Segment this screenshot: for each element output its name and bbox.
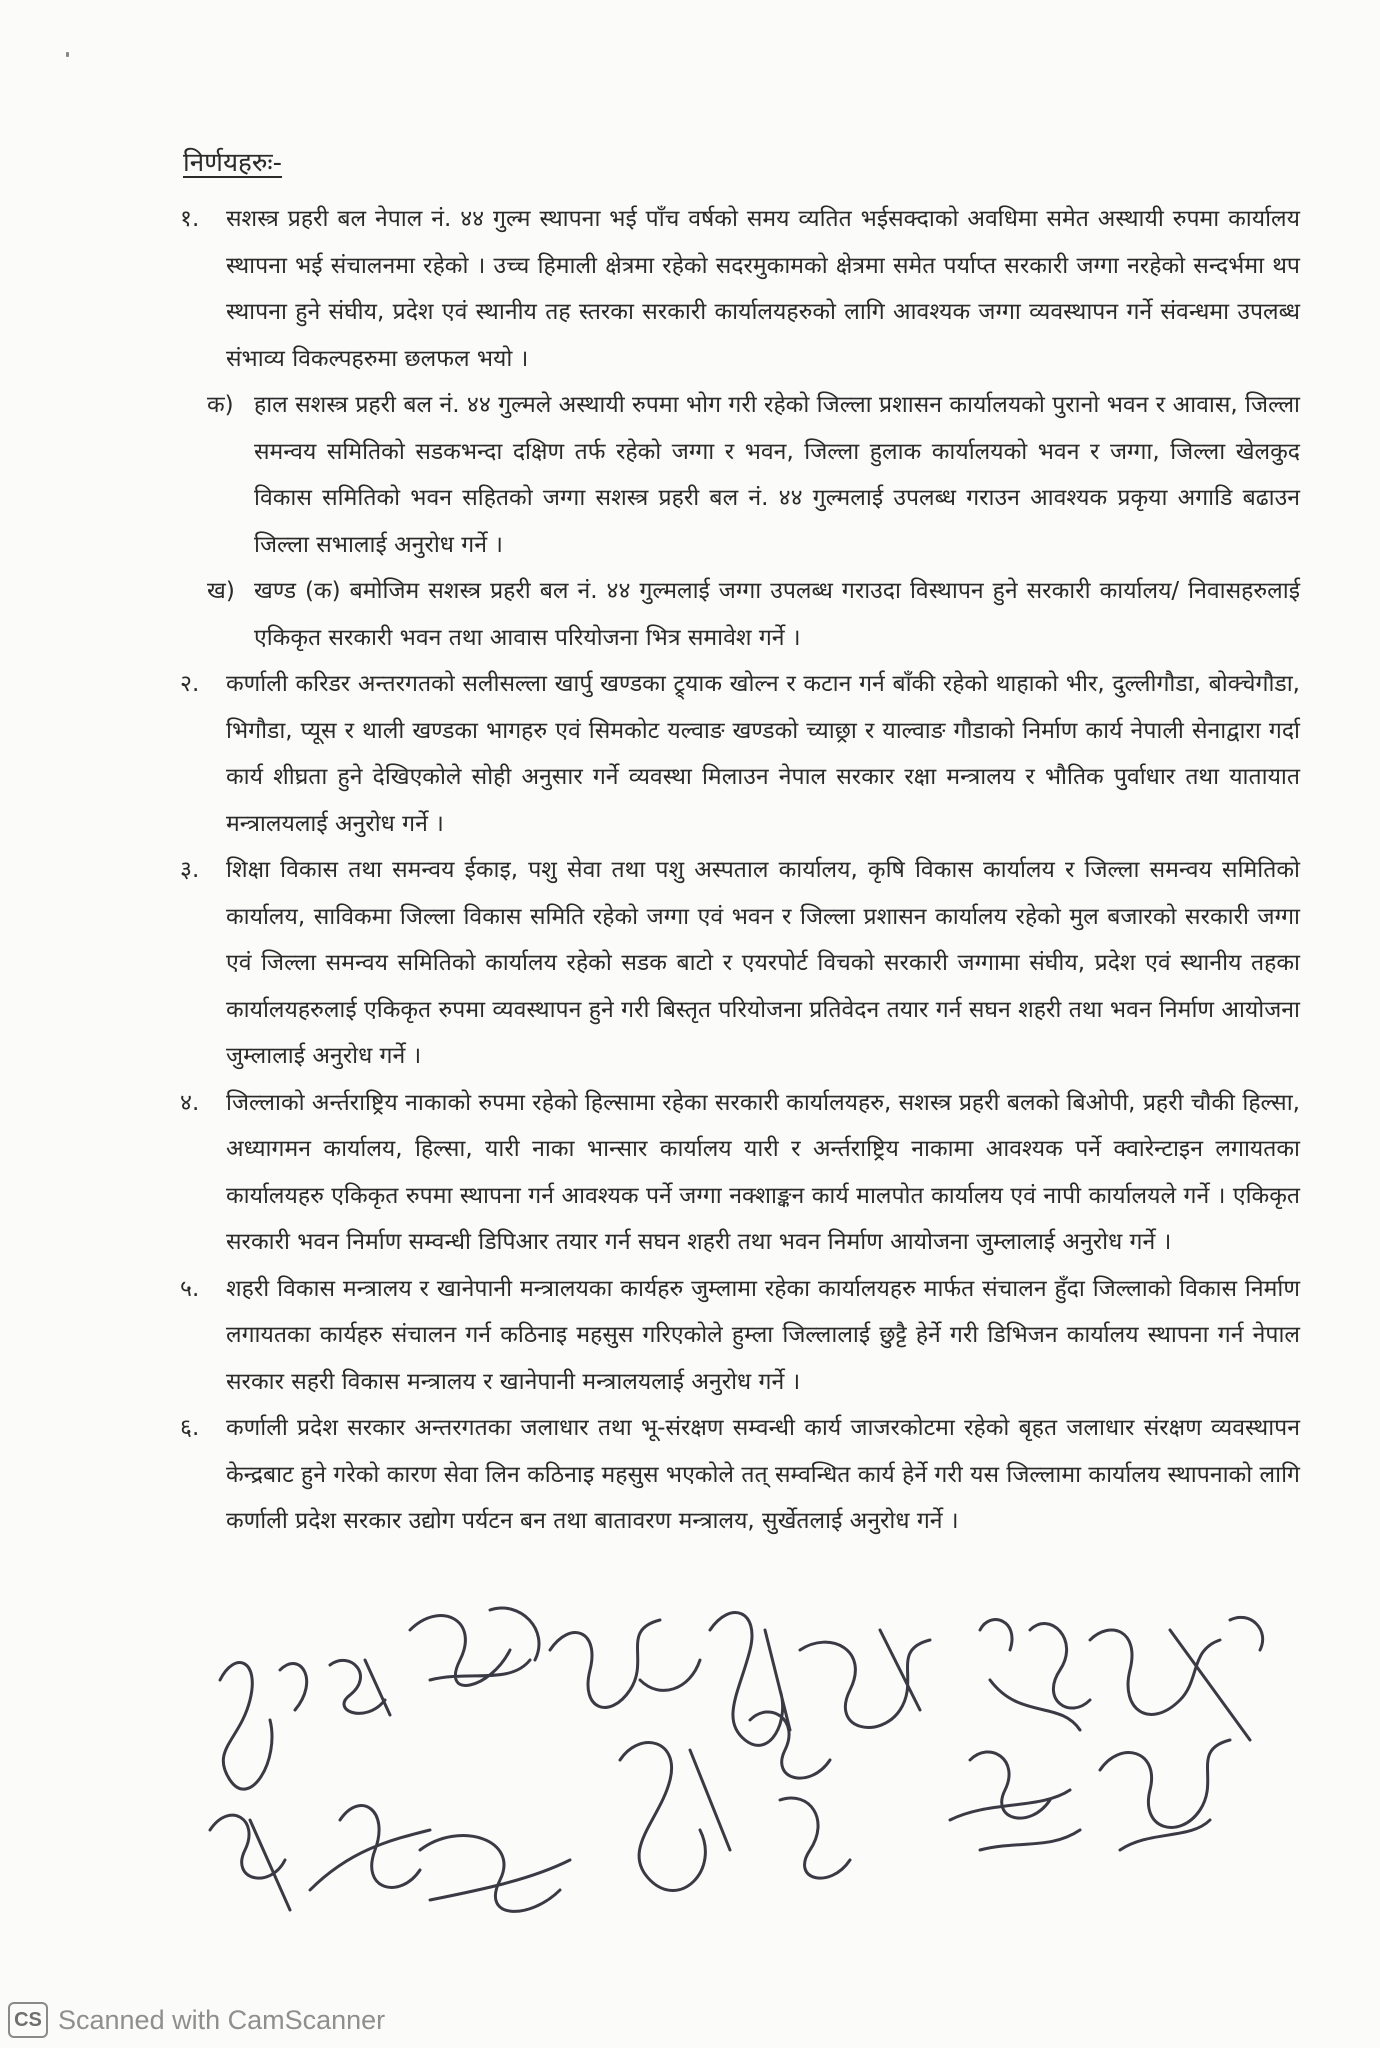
- item-text: शहरी विकास मन्त्रालय र खानेपानी मन्त्रालयका कार्यहरु जुम्लामा रहेका कार्यालयहरु मार्फत संचालन हुँदा जिल्लाको विकास निर्माण लगायतका कार्यहरु संचालन गर्न कठिनाइ महसुस गरिएकोले हुम्ला जिल्लालाई छुट्टै हेर्ने गरी डिभिजन कार्यालय स्थापना गर्न नेपाल सरकार सहरी विकास मन्त्रालय र खानेपानी मन्त्रालयलाई अनुरोध गर्ने ।: [226, 1275, 1300, 1395]
- signature-5: [710, 1613, 790, 1746]
- sub-item-mark: ख): [207, 578, 235, 604]
- signature-8: [1090, 1617, 1263, 1740]
- decisions-list: [180, 196, 1300, 1545]
- decision-item-6: [180, 1405, 1300, 1545]
- scanner-watermark: [8, 2000, 385, 2040]
- decision-item-2: [180, 661, 1300, 847]
- item-number: ६.: [180, 1415, 200, 1441]
- signature-scribbles: [190, 1590, 1320, 1990]
- decisions-heading: निर्णयहरुः-: [183, 148, 283, 178]
- signature-6: [800, 1630, 930, 1727]
- item-text: कर्णाली करिडर अन्तरगतको सलीसल्ला खार्पु खण्डका ट्र्याक खोल्न र कटान गर्न बाँकी रहेको थाहाको भीर, दुल्लीगौडा, बोक्चेगौडा, भिगौडा, प्यूस र थाली खण्डका भागहरु एवं सिमकोट यल्वाङ खण्डको च्याछ्रा र याल्वाङ गौडाको निर्माण कार्य नेपाली सेनाद्वारा गर्दा कार्य शीघ्रता हुने देखिएकोले सोही अनुसार गर्ने व्यवस्था मिलाउन नेपाल सरकार रक्षा मन्त्रालय र भौतिक पुर्वाधार तथा यातायात मन्त्रालयलाई अनुरोध गर्ने ।: [226, 671, 1300, 837]
- signature-9: [210, 1815, 290, 1910]
- item-number: ३.: [180, 857, 200, 883]
- signatures: [190, 1590, 1320, 1990]
- signature-3: [410, 1608, 539, 1685]
- item-text: सशस्त्र प्रहरी बल नेपाल नं. ४४ गुल्म स्थापना भई पाँच वर्षको समय व्यतित भईसक्दाको अवधिमा समेत अस्थायी रुपमा कार्यालय स्थापना भई संचालनमा रहेको । उच्च हिमाली क्षेत्रमा रहेको सदरमुकामको क्षेत्रमा समेत पर्याप्त सरकारी जग्गा नरहेको सन्दर्भमा थप स्थापना हुने संघीय, प्रदेश एवं स्थानीय तह स्तरका सरकारी कार्यालयहरुको लागि आवश्यक जग्गा व्यवस्थापन गर्ने संवन्धमा उपलब्ध संभाव्य विकल्पहरुमा छलफल भयो ।: [226, 206, 1300, 372]
- sub-item-text: खण्ड (क) बमोजिम सशस्त्र प्रहरी बल नं. ४४ गुल्मलाई जग्गा उपलब्ध गराउदा विस्थापन हुने सरकारी कार्यालय/ निवासहरुलाई एकिकृत सरकारी भवन तथा आवास परियोजना भित्र समावेश गर्ने ।: [254, 578, 1300, 651]
- signature-13: [750, 1712, 850, 1878]
- sub-item-ka: [174, 382, 1300, 568]
- camscanner-logo-icon: CS: [8, 2002, 48, 2038]
- signature-1: [220, 1663, 307, 1790]
- sub-item-text: हाल सशस्त्र प्रहरी बल नं. ४४ गुल्मले अस्थायी रुपमा भोग गरी रहेको जिल्ला प्रशासन कार्यालयको पुरानो भवन र आवास, जिल्ला समन्वय समितिको सडकभन्दा दक्षिण तर्फ रहेको जग्गा र भवन, जिल्ला हुलाक कार्यालयको भवन र जग्गा, जिल्ला खेलकुद विकास समितिको भवन सहितको जग्गा सशस्त्र प्रहरी बल नं. ४४ गुल्मलाई उपलब्ध गराउन आवश्यक प्रकृया अगाडि बढाउन जिल्ला सभालाई अनुरोध गर्ने ।: [254, 392, 1300, 558]
- signature-7: [980, 1620, 1090, 1730]
- signature-11: [420, 1836, 570, 1912]
- decision-item-1: [180, 196, 1300, 382]
- signature-4: [550, 1620, 700, 1707]
- decision-item-5: [180, 1266, 1300, 1406]
- item-text: जिल्लाको अर्न्तराष्ट्रिय नाकाको रुपमा रहेको हिल्सामा रहेका सरकारी कार्यालयहरु, सशस्त्र प्रहरी बलको बिओपी, प्रहरी चौकी हिल्सा, अध्यागमन कार्यालय, हिल्सा, यारी नाका भान्सार कार्यालय यारी र अर्न्तराष्ट्रिय नाकामा आवश्यक पर्ने क्वारेन्टाइन लगायतका कार्यालयहरु एकिकृत रुपमा स्थापना गर्न आवश्यक पर्ने जग्गा नक्शाङ्कन कार्य मालपोत कार्यालय एवं नापी कार्यालयले गर्ने । एकिकृत सरकारी भवन निर्माण सम्वन्धी डिपिआर तयार गर्न सघन शहरी तथा भवन निर्माण आयोजना जुम्लालाई अनुरोध गर्ने ।: [226, 1089, 1300, 1255]
- item-number: १.: [180, 206, 200, 232]
- item-number: ५.: [180, 1275, 200, 1302]
- item-text: शिक्षा विकास तथा समन्वय ईकाइ, पशु सेवा तथा पशु अस्पताल कार्यालय, कृषि विकास कार्यालय र जिल्ला समन्वय समितिको कार्यालय, साविकमा जिल्ला विकास समिति रहेको जग्गा एवं भवन र जिल्ला प्रशासन कार्यालय रहेको मुल बजारको सरकारी जग्गा एवं जिल्ला समन्वय समितिको कार्यालय रहेको सडक बाटो र एयरपोर्ट विचको सरकारी जग्गामा संघीय, प्रदेश एवं स्थानीय तहका कार्यालयहरुलाई एकिकृत रुपमा व्यवस्थापन हुने गरी बिस्तृत परियोजना प्रतिवेदन तयार गर्न सघन शहरी तथा भवन निर्माण आयोजना जुम्लालाई अनुरोध गर्ने ।: [226, 857, 1300, 1069]
- sub-item-mark: क): [207, 392, 234, 418]
- item-text: कर्णाली प्रदेश सरकार अन्तरगतका जलाधार तथा भू-संरक्षण सम्वन्धी कार्य जाजरकोटमा रहेको बृहत जलाधार संरक्षण व्यवस्थापन केन्द्रबाट हुने गरेको कारण सेवा लिन कठिनाइ महसुस भएकोले तत् सम्वन्धित कार्य हेर्ने गरी यस जिल्लामा कार्यालय स्थापनाको लागि कर्णाली प्रदेश सरकार उद्योग पर्यटन बन तथा बातावरण मन्त्रालय, सुर्खेतलाई अनुरोध गर्ने ।: [226, 1415, 1300, 1534]
- signature-12: [620, 1743, 730, 1891]
- signature-14: [950, 1752, 1080, 1850]
- item-number: २.: [180, 671, 200, 697]
- signature-10: [310, 1806, 430, 1890]
- decision-item-4: [180, 1080, 1300, 1266]
- signature-15: [1100, 1740, 1230, 1850]
- scan-speck: [66, 52, 69, 57]
- watermark-text: Scanned with CamScanner: [58, 2004, 386, 2035]
- sub-item-kha: [174, 568, 1300, 661]
- decision-item-3: [180, 847, 1300, 1080]
- signature-2: [330, 1660, 390, 1715]
- item-number: ४.: [180, 1089, 200, 1116]
